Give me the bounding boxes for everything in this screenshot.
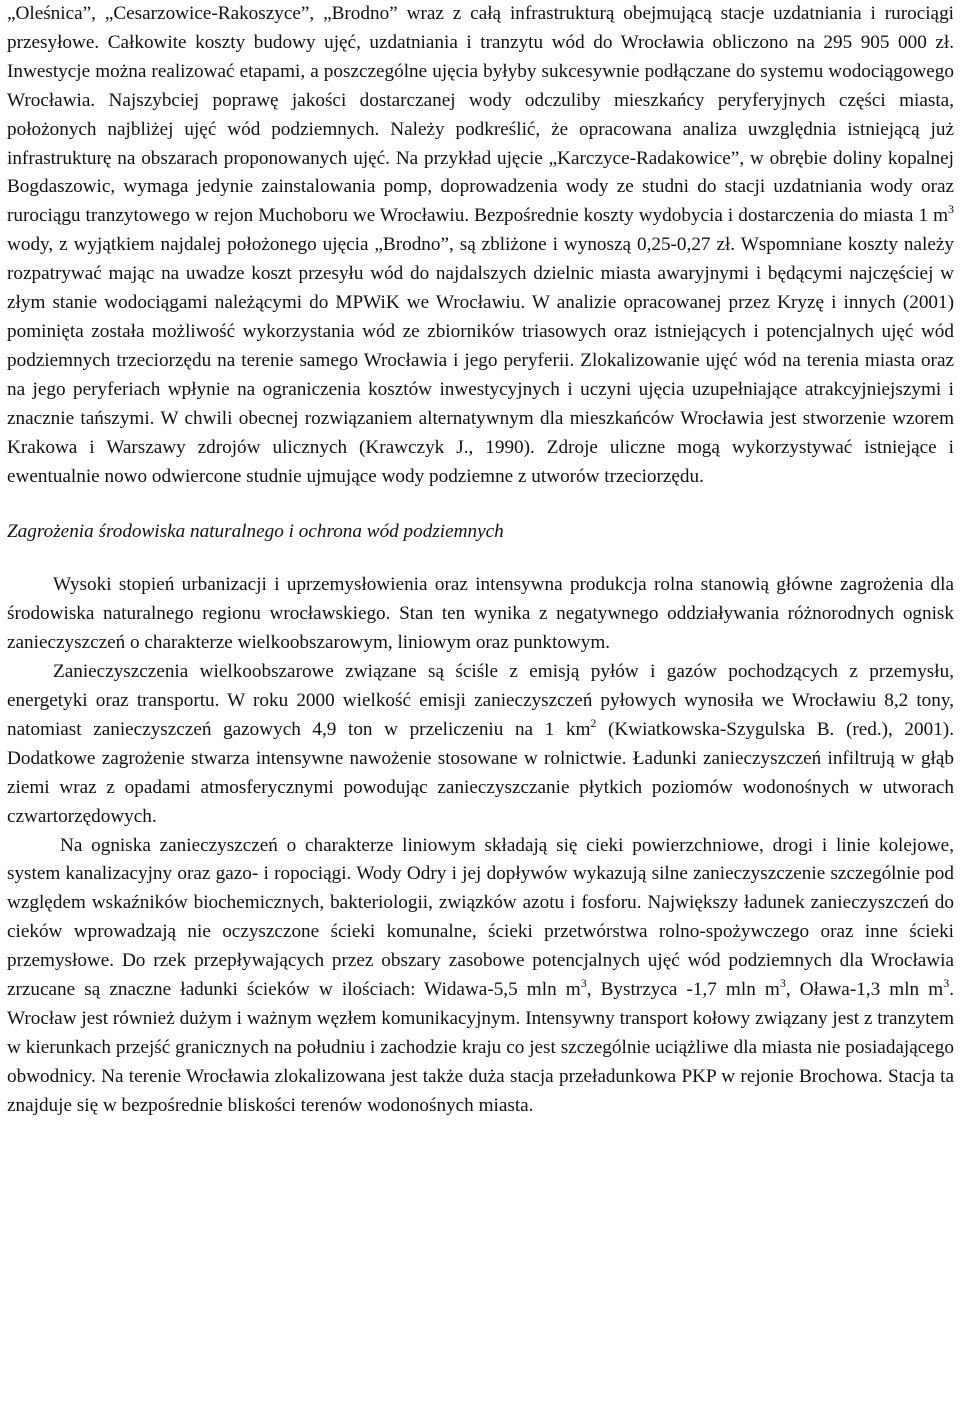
paragraph-linear-pollution [7,832,954,1121]
superscript-2: 2 [590,715,597,730]
paragraph-water-intakes [7,0,954,491]
superscript-3: 3 [779,975,786,990]
superscript-3: 3 [948,201,954,216]
superscript-3: 3 [943,975,950,990]
document-page [7,0,954,1121]
paragraph-text: Na ogniska zanieczyszczeń o charakterze liniowym składają się cieki powierzchniowe, drogi i linie kolejowe, system kanalizacyjny oraz gazo- i ropociągi. Wody Odry i jej dopływów wykazują silne zanieczyszczenie szczególnie pod względem wskaźników biochemicznych, bakteriologii, związków azotu i fosforu. Największy ładunek zanieczyszczeń do cieków wprowadzają nie oczyszczone ścieki komunalne, ścieki przetwórstwa rolno-spożywczego oraz inne ścieki przemysłowe. Do rzek przepływających przez obszary zasobowe potencjalnych ujęć wód podziemnych dla Wrocławia zrzucane są znaczne ładunki ścieków w ilościach: Widawa-5,5 mln m [7,834,954,1001]
paragraph-urbanization: Wysoki stopień urbanizacji i uprzemysłowienia oraz intensywna produkcja rolna stanowią główne zagrożenia dla środowiska naturalnego regionu wrocławskiego. Stan ten wynika z negatywnego oddziaływania różnorodnych ognisk zanieczyszczeń o charakterze wielkoobszarowym, liniowym oraz punktowym. [7,574,954,654]
paragraph-area-pollution [7,658,954,831]
paragraph-text: , Bystrzyca -1,7 mln m [586,979,780,1001]
paragraph-text: Zanieczyszczenia wielkoobszarowe związane są ściśle z emisją pyłów i gazów pochodzących z przemysłu, energetyki oraz transportu. W roku 2000 wielkość emisji zanieczyszczeń pyłowych wynosiła we Wrocławiu 8,2 tony, natomiast zanieczyszczeń gazowych 4,9 ton w przeliczeniu na 1 km [7,661,954,740]
paragraph-text: (Kwiatkowska-Szygulska B. (red.), 2001). Dodatkowe zagrożenie stwarza intensywne nawożenie stosowane w rolnictwie. Ładunki zanieczyszczeń infiltrują w głąb ziemi wraz z opadami atmosferycznymi powodując zanieczyszczanie płytkich poziomów wodonośnych w utworach czwartorzędowych. [7,718,954,827]
paragraph-text: wody, z wyjątkiem najdalej położonego ujęcia „Brodno”, są zbliżone i wynoszą 0,25-0,27 zł. Wspomniane koszty należy rozpatrywać mając na uwadze koszt przesyłu wód do najdalszych dzielnic miasta awaryjnymi i będącymi najczęściej w złym stanie wodociągami należącymi do MPWiK we Wrocławiu. W analizie opracowanej przez Kryzę i innych (2001) pominięta została możliwość wykorzystania wód ze zbiorników triasowych oraz istniejących i potencjalnych ujęć wód podziemnych trzeciorzędu na terenie samego Wrocławia i jego peryferii. Zlokalizowanie ujęć wód na terenia miasta oraz na jego peryferiach wpłynie na ograniczenia kosztów inwestycyjnych i uczyni ujęcia uzupełniające atrakcyjniejszymi i znacznie tańszymi. W chwili obecnej rozwiązaniem alternatywnym dla mieszkańców Wrocławia jest stworzenie wzorem Krakowa i Warszawy zdrojów ulicznych (Krawczyk J., 1990). Zdroje uliczne mogą wykorzystywać istniejące i ewentualnie nowo odwiercone studnie ujmujące wody podziemne z utworów trzeciorzędu. [7,234,954,487]
superscript-3: 3 [580,975,587,990]
paragraph-text: , Oława-1,3 mln m [785,979,944,1001]
section-heading: Zagrożenia środowiska naturalnego i ochrona wód podziemnych [7,521,504,543]
paragraph-text: . Wrocław jest również dużym i ważnym węzłem komunikacyjnym. Intensywny transport kołowy związany jest z tranzytem w kierunkach przejść granicznych na południu i zachodzie kraju co jest szczególnie uciążliwe dla miasta nie posiadającego obwodnicy. Na terenie Wrocławia zlokalizowana jest także duża stacja przeładunkowa PKP w rejonie Brochowa. Stacja ta znajduje się w bezpośrednie bliskości terenów wodonośnych miasta. [7,979,954,1116]
paragraph-text: „Oleśnica”, „Cesarzowice-Rakoszyce”, „Brodno” wraz z całą infrastrukturą obejmującą stacje uzdatniania i rurociągi przesyłowe. Całkowite koszty budowy ujęć, uzdatniania i tranzytu wód do Wrocławia obliczono na 295 905 000 zł. Inwestycje można realizować etapami, a poszczególne ujęcia byłyby sukcesywnie podłączane do systemu wodociągowego Wrocławia. Najszybciej poprawę jakości dostarczanej wody odczuliby mieszkańcy peryferyjnych części miasta, położonych najbliżej ujęć wód podziemnych. Należy podkreślić, że opracowana analiza uwzględnia istniejącą już infrastrukturę na obszarach proponowanych ujęć. Na przykład ujęcie „Karczyce-Radakowice”, w obrębie doliny kopalnej Bogdaszowic, wymaga jedynie zainstalowania pomp, doprowadzenia wody ze studni do stacji uzdatniania wody oraz rurociągu tranzytowego w rejon Muchoboru we Wrocławiu. Bezpośrednie koszty wydobycia i dostarczenia do miasta 1 m [7,3,954,227]
